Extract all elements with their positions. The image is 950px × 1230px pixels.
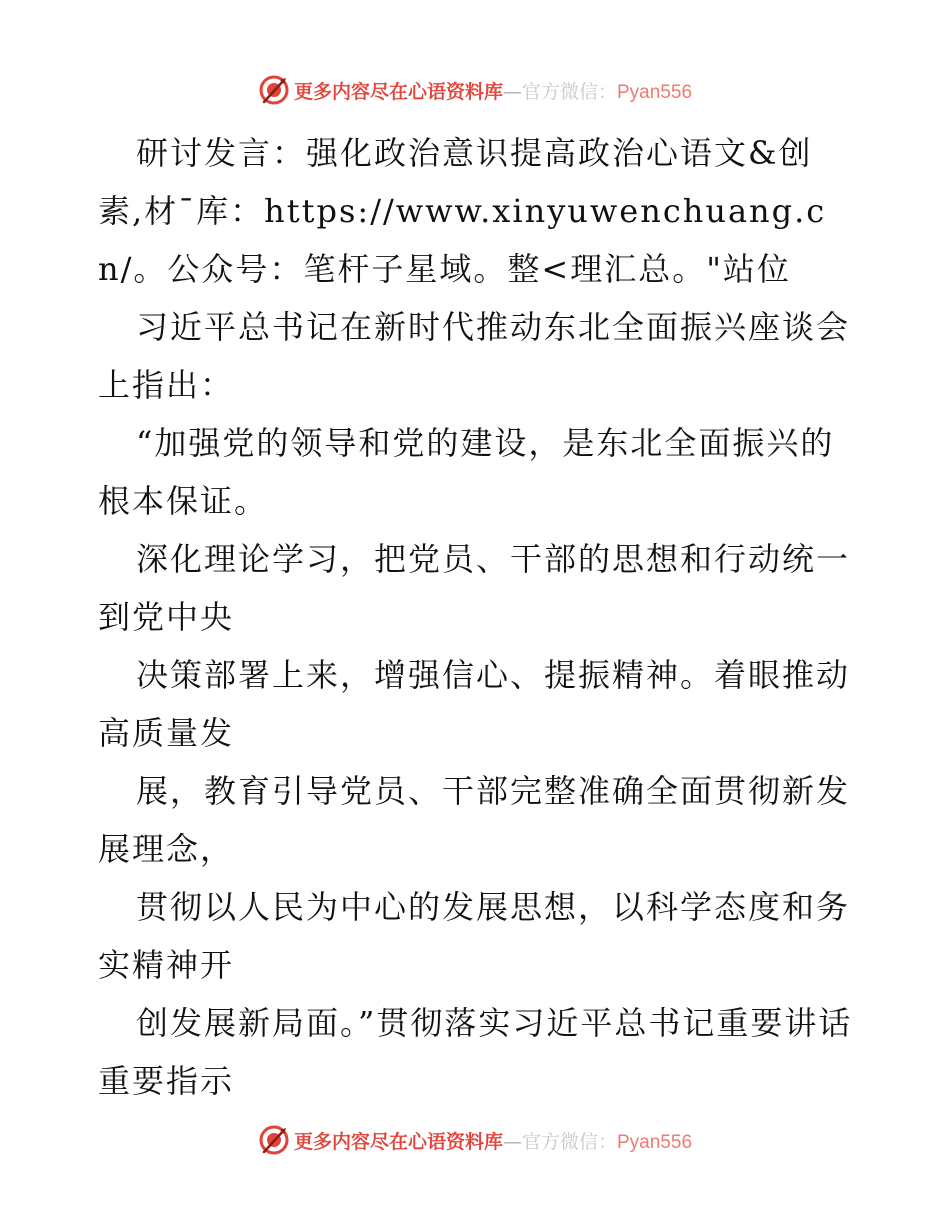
- footer-wechat-id: Pyan556: [617, 1131, 693, 1153]
- paragraph: 习近平总书记在新时代推动东北全面振兴座谈会上指出：: [98, 308, 851, 404]
- quill-seal-icon: [258, 1124, 290, 1156]
- header-wechat-id: Pyan556: [617, 81, 693, 103]
- header-banner-text: [294, 77, 692, 104]
- paragraph: “加强党的领导和党的建设，是东北全面振兴的根本保证。: [98, 424, 835, 520]
- paragraph: 研讨发言：强化政治意识提高政治心语文&创素,材¯库：https://www.xinyuwenchuang.cn/。公众号：笔杆子星域。整<理汇总。"站位: [98, 134, 827, 288]
- quill-seal-icon: [258, 74, 290, 106]
- footer-wechat-label: 官方微信：: [521, 1130, 617, 1153]
- document-body: [98, 124, 858, 1110]
- footer-banner: [0, 1120, 950, 1160]
- paragraph: 贯彻以人民为中心的发展思想，以科学态度和务实精神开: [98, 888, 851, 984]
- paragraph: 创发展新局面。”贯彻落实习近平总书记重要讲话重要指示: [98, 1004, 853, 1100]
- footer-banner-text: [294, 1127, 692, 1154]
- header-wechat-label: 官方微信：: [521, 80, 617, 103]
- paragraph: 展，教育引导党员、干部完整准确全面贯彻新发展理念，: [98, 772, 851, 868]
- paragraph: 深化理论学习，把党员、干部的思想和行动统一到党中央: [98, 540, 851, 636]
- header-banner: [0, 70, 950, 110]
- paragraph: 决策部署上来，增强信心、提振精神。着眼推动高质量发: [98, 656, 851, 752]
- header-brand: 更多内容尽在心语资料库: [293, 80, 503, 103]
- header-separator: —: [502, 80, 522, 103]
- footer-brand: 更多内容尽在心语资料库: [293, 1130, 503, 1153]
- footer-separator: —: [502, 1130, 522, 1153]
